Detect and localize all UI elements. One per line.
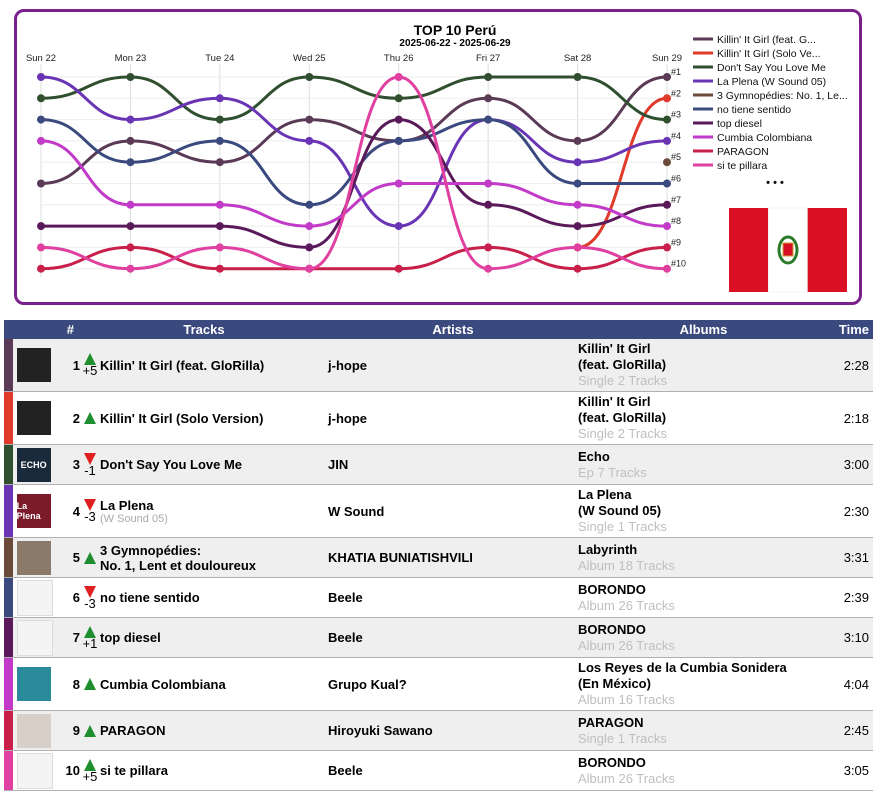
table-header bbox=[4, 320, 873, 339]
arrow-up-icon bbox=[84, 725, 96, 737]
data-point bbox=[574, 180, 582, 188]
track-title: no tiene sentido bbox=[100, 590, 200, 605]
track-cell[interactable] bbox=[100, 751, 328, 791]
cover-cell bbox=[13, 445, 56, 485]
album-cover-icon bbox=[17, 448, 51, 482]
artist-name[interactable]: JIN bbox=[328, 445, 578, 485]
data-point bbox=[663, 137, 671, 145]
table-row[interactable] bbox=[4, 339, 873, 392]
row-color-bar bbox=[4, 578, 13, 618]
arrow-up-icon bbox=[84, 552, 96, 564]
change-value: +1 bbox=[82, 635, 98, 651]
legend-label: Killin' It Girl (Solo Ve... bbox=[717, 48, 821, 60]
table-row[interactable] bbox=[4, 658, 873, 711]
flag-left-band bbox=[729, 208, 768, 292]
album-title-line2: (En México) bbox=[578, 676, 651, 691]
album-title: Los Reyes de la Cumbia Sonidera bbox=[578, 660, 787, 675]
data-point bbox=[305, 137, 313, 145]
data-point bbox=[395, 180, 403, 188]
change-value: +5 bbox=[82, 363, 98, 378]
data-point bbox=[126, 201, 134, 209]
track-title: Don't Say You Love Me bbox=[100, 457, 243, 472]
change-value: -1 bbox=[84, 462, 96, 478]
album-info: Single 1 Tracks bbox=[578, 519, 667, 534]
album-cell[interactable] bbox=[578, 751, 829, 791]
table-row[interactable] bbox=[4, 711, 873, 751]
row-color-bar bbox=[4, 339, 13, 392]
album-cell[interactable] bbox=[578, 538, 829, 578]
cover-cell bbox=[13, 485, 56, 538]
cover-cell bbox=[13, 392, 56, 445]
track-cell[interactable] bbox=[100, 445, 328, 485]
album-cell[interactable] bbox=[578, 445, 829, 485]
album-cover-icon bbox=[17, 753, 53, 789]
rank-number: 7 bbox=[56, 618, 80, 658]
arrow-up-icon bbox=[84, 678, 96, 690]
album-cell[interactable] bbox=[578, 485, 829, 538]
data-point bbox=[37, 222, 45, 230]
album-info: Album 16 Tracks bbox=[578, 692, 675, 707]
legend-label: PARAGON bbox=[717, 146, 769, 158]
data-point bbox=[126, 116, 134, 124]
data-point bbox=[395, 222, 403, 230]
album-title: Echo bbox=[578, 448, 610, 464]
cover-cell bbox=[13, 711, 56, 751]
row-color-bar bbox=[4, 538, 13, 578]
row-color-bar bbox=[4, 618, 13, 658]
data-point bbox=[216, 137, 224, 145]
album-title-line2: (W Sound 05) bbox=[578, 503, 662, 518]
legend-label: no tiene sentido bbox=[717, 104, 792, 116]
album-info: Album 26 Tracks bbox=[578, 637, 675, 653]
track-time: 2:39 bbox=[829, 578, 873, 618]
rank-change bbox=[80, 392, 100, 445]
data-point bbox=[663, 222, 671, 230]
data-point bbox=[663, 73, 671, 81]
data-point bbox=[395, 116, 403, 124]
cover-cell bbox=[13, 339, 56, 392]
y-tick-label: #8 bbox=[671, 216, 682, 227]
data-point bbox=[484, 265, 492, 273]
rank-number: 9 bbox=[56, 711, 80, 751]
album-info: Single 2 Tracks bbox=[578, 373, 667, 388]
x-tick-label: Mon 23 bbox=[114, 53, 147, 64]
track-title: La Plena bbox=[100, 497, 154, 513]
data-point bbox=[395, 137, 403, 145]
data-point bbox=[395, 73, 403, 81]
track-title: Killin' It Girl (feat. GloRilla) bbox=[100, 357, 265, 373]
chart-subtitle: 2025-06-22 - 2025-06-29 bbox=[399, 38, 511, 49]
track-title: PARAGON bbox=[100, 723, 166, 738]
data-point bbox=[37, 243, 45, 251]
change-value: -3 bbox=[84, 509, 96, 524]
artist-name[interactable]: Beele bbox=[328, 578, 578, 618]
track-cell[interactable] bbox=[100, 618, 328, 658]
track-subtitle: (W Sound 05) bbox=[100, 512, 168, 525]
album-title: BORONDO bbox=[578, 754, 646, 770]
rank-number: 10 bbox=[56, 751, 80, 791]
album-info: Album 26 Tracks bbox=[578, 597, 675, 613]
album-cover-icon bbox=[17, 541, 51, 575]
data-point bbox=[37, 137, 45, 145]
artist-name[interactable]: Beele bbox=[328, 618, 578, 658]
data-point bbox=[305, 201, 313, 209]
cover-cell bbox=[13, 578, 56, 618]
header-time: Time bbox=[829, 320, 873, 339]
rank-number: 5 bbox=[56, 538, 80, 578]
track-cell[interactable] bbox=[100, 658, 328, 711]
legend-label: Killin' It Girl (feat. G... bbox=[717, 34, 816, 46]
flag-shield-icon bbox=[783, 243, 793, 256]
cover-cell bbox=[13, 618, 56, 658]
track-cell[interactable] bbox=[100, 485, 328, 538]
cover-cell bbox=[13, 538, 56, 578]
artist-name[interactable]: Beele bbox=[328, 751, 578, 791]
track-time: 4:04 bbox=[829, 658, 873, 711]
table-row[interactable] bbox=[4, 751, 873, 791]
data-point bbox=[126, 243, 134, 251]
tracks-table bbox=[4, 320, 873, 791]
rank-number: 4 bbox=[56, 485, 80, 538]
x-tick-label: Sun 29 bbox=[651, 53, 683, 64]
data-point bbox=[574, 243, 582, 251]
legend-label: 3 Gymnopédies: No. 1, Le... bbox=[717, 90, 848, 102]
data-point bbox=[484, 116, 492, 124]
y-tick-label: #7 bbox=[671, 194, 682, 205]
track-title: si te pillara bbox=[100, 763, 168, 778]
data-point bbox=[126, 137, 134, 145]
data-point bbox=[574, 201, 582, 209]
data-point bbox=[663, 94, 671, 102]
row-color-bar bbox=[4, 751, 13, 791]
rank-change bbox=[80, 751, 100, 791]
data-point bbox=[395, 265, 403, 273]
artist-name[interactable]: Grupo Kual? bbox=[328, 658, 578, 711]
cover-cell bbox=[13, 751, 56, 791]
album-title: Killin' It Girl bbox=[578, 341, 651, 356]
album-cell[interactable] bbox=[578, 392, 829, 445]
data-point bbox=[305, 222, 313, 230]
artist-name[interactable]: j-hope bbox=[328, 339, 578, 392]
artist-name[interactable]: Hiroyuki Sawano bbox=[328, 711, 578, 751]
track-time: 3:31 bbox=[829, 538, 873, 578]
table-row[interactable] bbox=[4, 445, 873, 485]
table-row[interactable] bbox=[4, 618, 873, 658]
data-point bbox=[126, 265, 134, 273]
arrow-up-icon bbox=[84, 412, 96, 424]
album-cell[interactable] bbox=[578, 618, 829, 658]
album-title: BORONDO bbox=[578, 621, 646, 637]
table-row[interactable] bbox=[4, 578, 873, 618]
x-tick-label: Sun 22 bbox=[25, 53, 57, 64]
album-title: Killin' It Girl bbox=[578, 394, 651, 409]
album-cover-icon bbox=[17, 667, 51, 701]
y-tick-label: #5 bbox=[671, 152, 682, 163]
rank-number: 2 bbox=[56, 392, 80, 445]
rank-change bbox=[80, 445, 100, 485]
track-cell[interactable] bbox=[100, 392, 328, 445]
data-point bbox=[37, 180, 45, 188]
data-point bbox=[574, 73, 582, 81]
chart-title: TOP 10 Perú bbox=[413, 22, 497, 38]
data-point bbox=[574, 137, 582, 145]
header-artists: Artists bbox=[328, 320, 578, 339]
rank-number: 3 bbox=[56, 445, 80, 485]
data-point bbox=[126, 222, 134, 230]
data-point bbox=[305, 116, 313, 124]
data-point bbox=[395, 94, 403, 102]
album-cover-icon bbox=[17, 494, 51, 528]
album-title: PARAGON bbox=[578, 714, 644, 730]
data-point bbox=[126, 158, 134, 166]
album-info: Single 2 Tracks bbox=[578, 426, 667, 441]
album-title: BORONDO bbox=[578, 581, 646, 597]
data-point bbox=[663, 180, 671, 188]
data-point bbox=[216, 94, 224, 102]
legend-more: • • • bbox=[766, 177, 784, 189]
series-line bbox=[41, 247, 667, 268]
track-cell[interactable] bbox=[100, 339, 328, 392]
cover-cell bbox=[13, 658, 56, 711]
album-cell[interactable] bbox=[578, 339, 829, 392]
album-cover-icon bbox=[17, 348, 51, 382]
album-cover-icon bbox=[17, 620, 53, 656]
track-time: 2:28 bbox=[829, 339, 873, 392]
album-title: La Plena bbox=[578, 487, 632, 502]
rank-change bbox=[80, 538, 100, 578]
album-info: Album 26 Tracks bbox=[578, 770, 675, 786]
y-tick-label: #6 bbox=[671, 173, 682, 184]
data-point bbox=[574, 158, 582, 166]
data-point bbox=[663, 243, 671, 251]
album-cover-icon bbox=[17, 401, 51, 435]
flag-right-band bbox=[808, 208, 847, 292]
data-point bbox=[305, 243, 313, 251]
rank-change bbox=[80, 339, 100, 392]
data-point bbox=[37, 265, 45, 273]
data-point bbox=[37, 94, 45, 102]
cover-label: ECHO bbox=[20, 459, 47, 470]
data-point bbox=[126, 73, 134, 81]
cover-label: La Plena bbox=[16, 501, 41, 521]
y-tick-label: #10 bbox=[671, 258, 687, 269]
album-cover-icon bbox=[17, 580, 53, 616]
legend-label: top diesel bbox=[717, 118, 762, 130]
row-color-bar bbox=[4, 445, 13, 485]
legend-label: si te pillara bbox=[717, 160, 768, 172]
data-point bbox=[484, 243, 492, 251]
data-point bbox=[216, 265, 224, 273]
data-point bbox=[484, 73, 492, 81]
row-color-bar bbox=[4, 485, 13, 538]
change-value: -3 bbox=[84, 595, 96, 611]
data-point bbox=[484, 180, 492, 188]
data-point bbox=[216, 116, 224, 124]
header-num: # bbox=[4, 320, 80, 339]
x-tick-label: Fri 27 bbox=[475, 53, 501, 64]
track-time: 2:18 bbox=[829, 392, 873, 445]
data-point bbox=[216, 158, 224, 166]
data-point bbox=[37, 116, 45, 124]
album-title: Labyrinth bbox=[578, 541, 638, 557]
x-tick-label: Wed 25 bbox=[292, 53, 326, 64]
data-point bbox=[663, 158, 671, 166]
data-point bbox=[574, 222, 582, 230]
data-point bbox=[663, 265, 671, 273]
table-row[interactable] bbox=[4, 538, 873, 578]
artist-name[interactable]: W Sound bbox=[328, 485, 578, 538]
track-time: 2:30 bbox=[829, 485, 873, 538]
artist-name[interactable]: KHATIA BUNIATISHVILI bbox=[328, 538, 578, 578]
row-color-bar bbox=[4, 392, 13, 445]
data-point bbox=[663, 201, 671, 209]
data-point bbox=[216, 201, 224, 209]
track-title: Killin' It Girl (Solo Version) bbox=[100, 410, 264, 426]
rank-change bbox=[80, 658, 100, 711]
track-title-line2: No. 1, Lent et douloureux bbox=[100, 557, 257, 573]
header-albums: Albums bbox=[578, 320, 829, 339]
track-time: 3:05 bbox=[829, 751, 873, 791]
album-info: Album 18 Tracks bbox=[578, 557, 675, 573]
legend-label: Cumbia Colombiana bbox=[717, 132, 813, 144]
rank-number: 6 bbox=[56, 578, 80, 618]
y-tick-label: #2 bbox=[671, 88, 682, 99]
artist-name[interactable]: j-hope bbox=[328, 392, 578, 445]
track-time: 2:45 bbox=[829, 711, 873, 751]
track-title: 3 Gymnopédies: bbox=[100, 542, 202, 558]
album-cell[interactable] bbox=[578, 711, 829, 751]
x-tick-label: Sat 28 bbox=[563, 53, 592, 64]
album-info: Single 1 Tracks bbox=[578, 730, 667, 746]
data-point bbox=[484, 201, 492, 209]
data-point bbox=[574, 265, 582, 273]
album-title-line2: (feat. GloRilla) bbox=[578, 410, 667, 425]
y-tick-label: #9 bbox=[671, 237, 682, 248]
rank-number: 8 bbox=[56, 658, 80, 711]
row-color-bar bbox=[4, 658, 13, 711]
x-tick-label: Thu 26 bbox=[383, 53, 414, 64]
track-time: 3:00 bbox=[829, 445, 873, 485]
data-point bbox=[37, 73, 45, 81]
album-info: Ep 7 Tracks bbox=[578, 464, 647, 480]
data-point bbox=[663, 116, 671, 124]
table-row[interactable] bbox=[4, 485, 873, 538]
rank-number: 1 bbox=[56, 339, 80, 392]
y-tick-label: #3 bbox=[671, 109, 682, 120]
chart-panel bbox=[14, 9, 862, 305]
rank-change bbox=[80, 711, 100, 751]
track-cell[interactable] bbox=[100, 711, 328, 751]
data-point bbox=[216, 222, 224, 230]
legend-label: Don't Say You Love Me bbox=[717, 62, 826, 74]
row-color-bar bbox=[4, 711, 13, 751]
table-row[interactable] bbox=[4, 392, 873, 445]
header-tracks: Tracks bbox=[80, 320, 328, 339]
chart-svg bbox=[17, 12, 859, 302]
x-tick-label: Tue 24 bbox=[205, 53, 235, 64]
album-title-line2: (feat. GloRilla) bbox=[578, 357, 667, 372]
rank-change bbox=[80, 485, 100, 538]
legend-label: La Plena (W Sound 05) bbox=[717, 76, 827, 88]
series-line bbox=[41, 77, 667, 269]
rank-change bbox=[80, 618, 100, 658]
track-title: top diesel bbox=[100, 630, 161, 645]
y-tick-label: #4 bbox=[671, 130, 682, 141]
data-point bbox=[305, 265, 313, 273]
table-body bbox=[4, 339, 873, 791]
track-title: Cumbia Colombiana bbox=[100, 676, 226, 692]
album-cell[interactable] bbox=[578, 658, 829, 711]
track-cell[interactable] bbox=[100, 578, 328, 618]
data-point bbox=[305, 73, 313, 81]
y-tick-label: #1 bbox=[671, 67, 682, 77]
data-point bbox=[216, 243, 224, 251]
album-cell[interactable] bbox=[578, 578, 829, 618]
track-time: 3:10 bbox=[829, 618, 873, 658]
album-cover-icon bbox=[17, 714, 51, 748]
data-point bbox=[484, 94, 492, 102]
track-cell[interactable] bbox=[100, 538, 328, 578]
rank-change bbox=[80, 578, 100, 618]
change-value: +5 bbox=[82, 768, 98, 784]
